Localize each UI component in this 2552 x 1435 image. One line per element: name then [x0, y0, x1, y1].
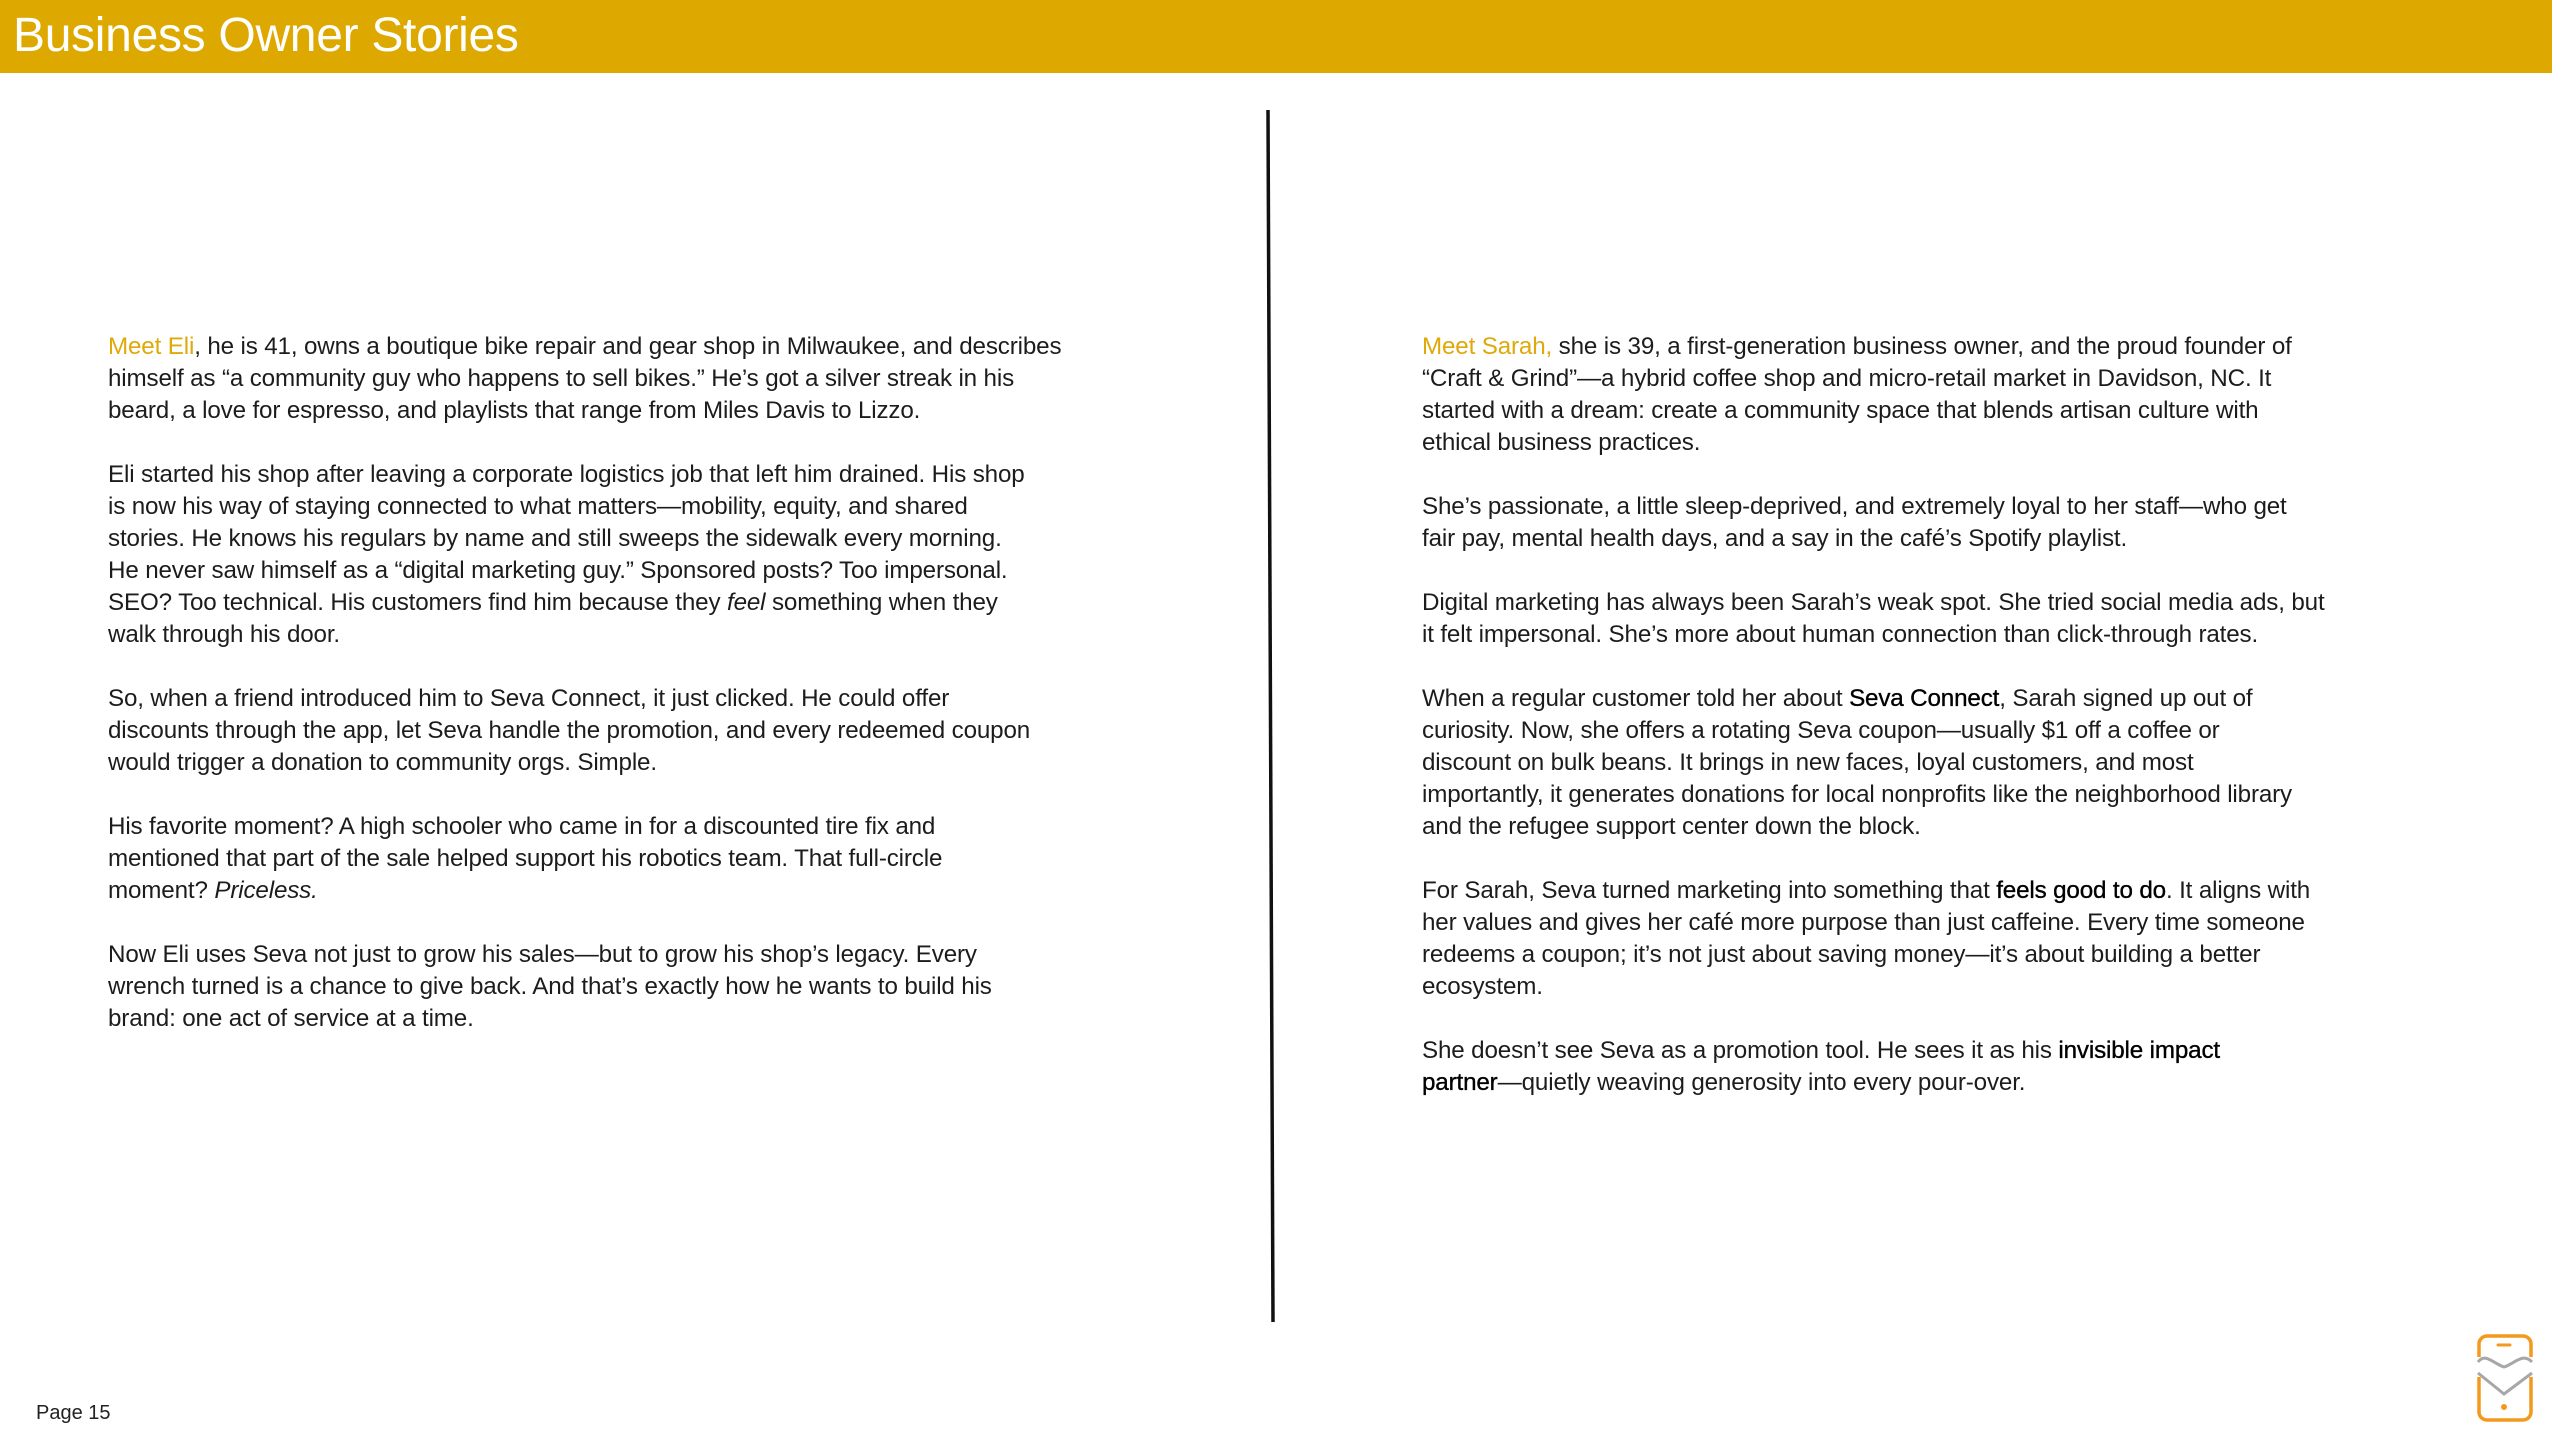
text-line	[1422, 939, 2542, 971]
text-line	[108, 875, 1238, 907]
text-line	[1422, 747, 2542, 779]
text-line	[1422, 395, 2542, 427]
text-line	[1422, 715, 2542, 747]
text-segment: something when they	[765, 589, 998, 616]
story-paragraph	[108, 331, 1238, 427]
page-title: Business Owner Stories	[13, 9, 519, 62]
text-segment: —quietly weaving generosity into every pour-over.	[1497, 1069, 2026, 1096]
highlighted-name: Meet Sarah,	[1422, 333, 1553, 360]
logo-phone-button	[2501, 1404, 2507, 1410]
text-line	[1422, 427, 2542, 459]
text-segment: When a regular customer told her about	[1422, 685, 1850, 712]
emphasized-text: invisible impact	[2058, 1037, 2220, 1064]
text-segment: She’s passionate, a little sleep-deprived, and extremely loyal to her staff—who get	[1422, 493, 2287, 520]
text-line	[108, 619, 1238, 651]
phone-envelope-logo-icon	[2472, 1330, 2538, 1426]
story-paragraph	[1422, 683, 2542, 843]
story-paragraph	[1422, 875, 2542, 1003]
text-line	[1422, 779, 2542, 811]
text-segment: moment?	[108, 877, 215, 904]
text-line	[1422, 907, 2542, 939]
text-segment: importantly, it generates donations for local nonprofits like the neighborhood library	[1422, 781, 2293, 808]
text-line	[108, 459, 1238, 491]
text-segment: He never saw himself as a “digital marketing guy.” Sponsored posts? Too impersonal.	[108, 557, 1008, 584]
text-line	[1422, 683, 2542, 715]
page-number: Page 15	[36, 1402, 111, 1424]
text-line	[1422, 1035, 2542, 1067]
text-segment: So, when a friend introduced him to Seva Connect, it just clicked. He could offer	[108, 685, 950, 712]
text-segment: started with a dream: create a community space that blends artisan culture with	[1422, 397, 2259, 424]
story-paragraph	[1422, 331, 2542, 459]
text-line	[108, 587, 1238, 619]
emphasized-text: feels good to do	[1996, 877, 2166, 904]
highlighted-name: Meet Eli	[108, 333, 195, 360]
text-line	[1422, 875, 2542, 907]
text-segment: Eli started his shop after leaving a corporate logistics job that left him drained. His shop	[108, 461, 1025, 488]
text-segment: wrench turned is a chance to give back. And that’s exactly how he wants to build his	[108, 973, 992, 1000]
story-sarah	[1422, 331, 2542, 1131]
story-paragraph	[108, 459, 1238, 651]
emphasized-text: partner	[1422, 1069, 1498, 1096]
text-segment: discounts through the app, let Seva handle the promotion, and every redeemed coupon	[108, 717, 1031, 744]
text-segment: is now his way of staying connected to what matters—mobility, equity, and shared	[108, 493, 968, 520]
emphasized-text: Seva Connect	[1849, 685, 2000, 712]
text-segment: discount on bulk beans. It brings in new faces, loyal customers, and most	[1422, 749, 2194, 776]
text-segment: beard, a love for espresso, and playlists that range from Miles Davis to Lizzo.	[108, 397, 921, 424]
text-segment: . It aligns with	[2165, 877, 2311, 904]
text-line	[1422, 491, 2542, 523]
text-segment: her values and gives her café more purpose than just caffeine. Every time someone	[1422, 909, 2305, 936]
text-line	[1422, 619, 2542, 651]
story-paragraph	[1422, 491, 2542, 555]
text-line	[1422, 363, 2542, 395]
text-line	[108, 939, 1238, 971]
text-line	[108, 811, 1238, 843]
emphasized-text: Priceless.	[214, 877, 318, 904]
text-segment: His favorite moment? A high schooler who came in for a discounted tire fix and	[108, 813, 936, 840]
text-segment: SEO? Too technical. His customers find him because they	[108, 589, 727, 616]
text-segment: She doesn’t see Seva as a promotion tool. He sees it as his	[1422, 1037, 2059, 1064]
text-line	[108, 971, 1238, 1003]
text-line	[1422, 331, 2542, 363]
text-line	[108, 523, 1238, 555]
text-line	[108, 683, 1238, 715]
text-segment: she is 39, a first-generation business owner, and the proud founder of	[1552, 333, 2292, 360]
text-segment: Digital marketing has always been Sarah’s weak spot. She tried social media ads, but	[1422, 589, 2325, 616]
text-segment: ecosystem.	[1422, 973, 1543, 1000]
text-segment: curiosity. Now, she offers a rotating Seva coupon—usually $1 off a coffee or	[1422, 717, 2220, 744]
text-line	[108, 843, 1238, 875]
text-segment: fair pay, mental health days, and a say in the café’s Spotify playlist.	[1422, 525, 2128, 552]
text-line	[108, 331, 1238, 363]
story-paragraph	[1422, 1035, 2542, 1099]
text-line	[108, 395, 1238, 427]
emphasized-text: feel	[727, 589, 766, 616]
text-segment: and the refugee support center down the block.	[1422, 813, 1921, 840]
text-line	[108, 555, 1238, 587]
text-line	[108, 363, 1238, 395]
text-segment: For Sarah, Seva turned marketing into something that	[1422, 877, 1997, 904]
text-segment: redeems a coupon; it’s not just about saving money—it’s about building a better	[1422, 941, 2261, 968]
header-bar	[0, 0, 2552, 73]
story-paragraph	[108, 811, 1238, 907]
text-segment: brand: one act of service at a time.	[108, 1005, 474, 1032]
text-line	[1422, 1067, 2542, 1099]
text-segment: ethical business practices.	[1422, 429, 1701, 456]
text-segment: himself as “a community guy who happens to sell bikes.” He’s got a silver streak in his	[108, 365, 1015, 392]
text-segment: , Sarah signed up out of	[1999, 685, 2253, 712]
text-segment: stories. He knows his regulars by name and still sweeps the sidewalk every morning.	[108, 525, 1002, 552]
text-segment: would trigger a donation to community orgs. Simple.	[108, 749, 657, 776]
text-line	[108, 491, 1238, 523]
story-eli	[108, 331, 1238, 1067]
text-line	[108, 747, 1238, 779]
story-paragraph	[108, 939, 1238, 1035]
text-segment: “Craft & Grind”—a hybrid coffee shop and micro-retail market in Davidson, NC. It	[1422, 365, 2272, 392]
text-line	[1422, 587, 2542, 619]
text-segment: it felt impersonal. She’s more about human connection than click-through rates.	[1422, 621, 2259, 648]
text-line	[1422, 523, 2542, 555]
story-paragraph	[1422, 587, 2542, 651]
text-segment: mentioned that part of the sale helped support his robotics team. That full-circle	[108, 845, 943, 872]
divider-line	[1268, 110, 1273, 1322]
text-line	[1422, 811, 2542, 843]
text-line	[1422, 971, 2542, 1003]
text-segment: walk through his door.	[108, 621, 340, 648]
story-paragraph	[108, 683, 1238, 779]
text-line	[108, 715, 1238, 747]
text-line	[108, 1003, 1238, 1035]
text-segment: , he is 41, owns a boutique bike repair and gear shop in Milwaukee, and describes	[194, 333, 1062, 360]
text-segment: Now Eli uses Seva not just to grow his sales—but to grow his shop’s legacy. Every	[108, 941, 977, 968]
